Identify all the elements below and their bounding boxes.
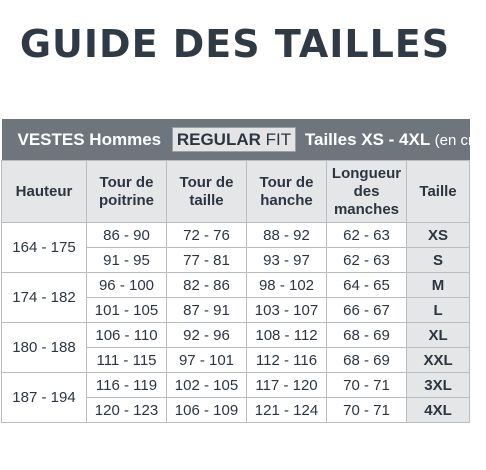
hanche-cell: 98 - 102	[247, 273, 327, 298]
size-cell: L	[407, 298, 470, 323]
manches-cell: 66 - 67	[327, 298, 407, 323]
poitrine-cell: 101 - 105	[87, 298, 167, 323]
manches-cell: 62 - 63	[327, 223, 407, 248]
taille-cell: 87 - 91	[167, 298, 247, 323]
banner-sizes: Tailles XS - 4XL	[304, 130, 430, 149]
table-row	[2, 323, 470, 348]
manches-cell: 62 - 63	[327, 248, 407, 273]
hauteur-cell: 180 - 188	[2, 323, 87, 373]
fit-badge	[172, 127, 296, 152]
hanche-cell: 112 - 116	[247, 348, 327, 373]
size-guide-table	[1, 119, 486, 423]
size-cell: 3XL	[407, 373, 470, 398]
hanche-cell: 88 - 92	[247, 223, 327, 248]
manches-cell: 70 - 71	[327, 373, 407, 398]
header-taille: Taille	[407, 161, 470, 223]
hanche-cell: 103 - 107	[247, 298, 327, 323]
header-longueur-des-manches: Longueur des manches	[327, 161, 407, 223]
poitrine-cell: 120 - 123	[87, 398, 167, 423]
poitrine-cell: 106 - 110	[87, 323, 167, 348]
size-cell: XS	[407, 223, 470, 248]
page-title: GUIDE DES TAILLES	[19, 22, 451, 66]
hanche-cell: 93 - 97	[247, 248, 327, 273]
banner-unit: (en cm)	[434, 132, 486, 149]
table-row	[2, 223, 470, 248]
hauteur-cell: 164 - 175	[2, 223, 87, 273]
taille-cell: 77 - 81	[167, 248, 247, 273]
table-banner	[2, 119, 470, 161]
header-tour-de-poitrine: Tour de poitrine	[87, 161, 167, 223]
size-cell: 4XL	[407, 398, 470, 423]
taille-cell: 72 - 76	[167, 223, 247, 248]
size-guide-table-wrapper	[1, 119, 486, 423]
size-cell: XL	[407, 323, 470, 348]
hanche-cell: 121 - 124	[247, 398, 327, 423]
header-hauteur: Hauteur	[2, 161, 87, 223]
table-row	[2, 273, 470, 298]
header-row	[2, 161, 470, 223]
header-tour-de-taille: Tour de taille	[167, 161, 247, 223]
poitrine-cell: 116 - 119	[87, 373, 167, 398]
manches-cell: 70 - 71	[327, 398, 407, 423]
poitrine-cell: 111 - 115	[87, 348, 167, 373]
banner-prefix: VESTES Hommes	[17, 130, 162, 149]
size-cell: M	[407, 273, 470, 298]
banner-cell	[2, 119, 486, 161]
size-cell: XXL	[407, 348, 470, 373]
fit-badge-light: FIT	[265, 130, 292, 149]
taille-cell: 102 - 105	[167, 373, 247, 398]
hanche-cell: 117 - 120	[247, 373, 327, 398]
poitrine-cell: 91 - 95	[87, 248, 167, 273]
manches-cell: 64 - 65	[327, 273, 407, 298]
hauteur-cell: 187 - 194	[2, 373, 87, 423]
hauteur-cell: 174 - 182	[2, 273, 87, 323]
poitrine-cell: 86 - 90	[87, 223, 167, 248]
header-tour-de-hanche: Tour de hanche	[247, 161, 327, 223]
taille-cell: 92 - 96	[167, 323, 247, 348]
manches-cell: 68 - 69	[327, 348, 407, 373]
size-cell: S	[407, 248, 470, 273]
taille-cell: 82 - 86	[167, 273, 247, 298]
taille-cell: 106 - 109	[167, 398, 247, 423]
hanche-cell: 108 - 112	[247, 323, 327, 348]
fit-badge-bold: REGULAR	[176, 130, 261, 149]
poitrine-cell: 96 - 100	[87, 273, 167, 298]
taille-cell: 97 - 101	[167, 348, 247, 373]
table-row	[2, 373, 470, 398]
manches-cell: 68 - 69	[327, 323, 407, 348]
